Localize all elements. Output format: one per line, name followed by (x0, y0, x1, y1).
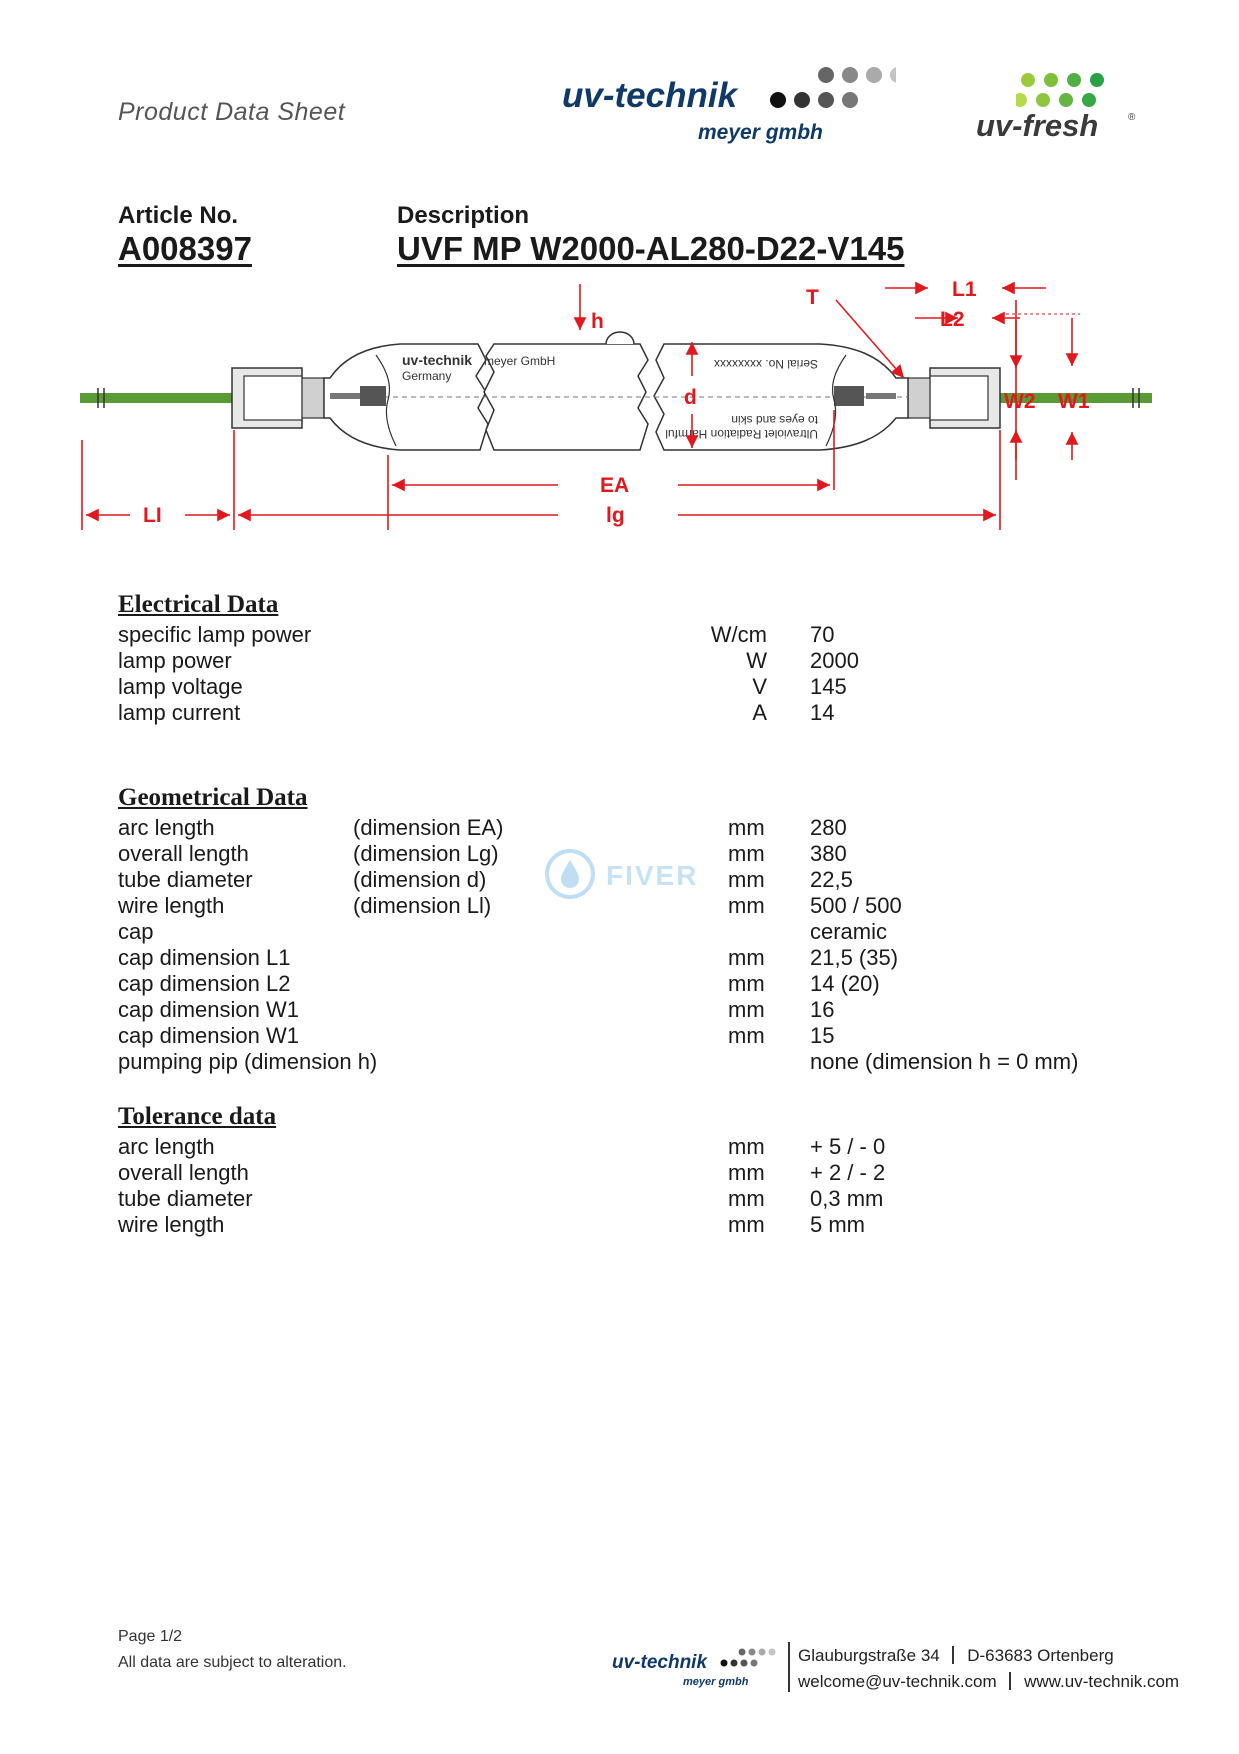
article-number-label: Article No. (118, 202, 239, 229)
table-row (0, 1023, 1239, 1049)
geometrical-data-heading: Geometrical Data (118, 784, 308, 811)
row-label: lamp current (118, 700, 241, 725)
address-street: Glauburgstraße 34 (798, 1646, 940, 1665)
alteration-note: All data are subject to alteration. (118, 1654, 347, 1671)
table-row (0, 674, 1239, 700)
table-row (0, 622, 1239, 648)
row-label: cap dimension W1 (118, 1023, 299, 1048)
lamp-print-serial: Serial No. xxxxxxxx (713, 357, 818, 371)
fresh-dots-logo (1016, 70, 1126, 110)
row-dimension: (dimension Ll) (353, 893, 492, 918)
table-row (0, 648, 1239, 674)
row-unit: mm (728, 867, 765, 892)
row-dimension: (dimension Lg) (353, 841, 499, 866)
row-value: 15 (810, 1023, 835, 1048)
row-unit: mm (728, 971, 765, 996)
table-row (0, 1212, 1239, 1238)
row-unit: mm (728, 1212, 765, 1237)
row-value: 500 / 500 (810, 893, 902, 918)
table-row (0, 997, 1239, 1023)
description-label: Description (397, 202, 530, 229)
row-label: lamp power (118, 648, 232, 673)
row-label: tube diameter (118, 1186, 253, 1211)
registered-mark: ® (1128, 112, 1136, 123)
electrical-data-heading: Electrical Data (118, 591, 279, 618)
contact-website[interactable]: www.uv-technik.com (1024, 1672, 1180, 1691)
dim-label-lg: lg (606, 504, 625, 527)
row-label: arc length (118, 1134, 215, 1159)
lamp-print-country: Germany (402, 369, 452, 383)
address-city: D-63683 Ortenberg (967, 1646, 1114, 1665)
row-value: ceramic (810, 919, 888, 944)
row-value: 280 (810, 815, 847, 840)
row-label: lamp voltage (118, 674, 243, 699)
article-number: A008397 (118, 230, 252, 267)
watermark-text: FIVER (606, 860, 699, 891)
dim-label-h: h (591, 310, 604, 333)
row-unit: mm (728, 1160, 765, 1185)
row-value: + 5 / - 0 (810, 1134, 886, 1159)
dim-label-w2: W2 (1004, 390, 1036, 413)
row-label: cap (118, 919, 154, 944)
row-unit: mm (728, 1134, 765, 1159)
row-unit: mm (728, 1186, 765, 1211)
row-unit: A (752, 700, 767, 725)
footer-address (798, 1646, 1114, 1666)
dim-label-d: d (684, 386, 697, 409)
row-value: 70 (810, 622, 835, 647)
dim-label-l2: L2 (940, 308, 965, 331)
footer-brand-text: uv-technik (612, 1652, 708, 1673)
row-label: cap dimension L2 (118, 971, 291, 996)
table-row (0, 945, 1239, 971)
row-unit: mm (728, 815, 765, 840)
row-value: + 2 / - 2 (810, 1160, 886, 1185)
dim-label-t: T (806, 286, 819, 309)
dim-label-w1: W1 (1058, 390, 1090, 413)
row-unit: V (752, 674, 767, 699)
description-value: UVF MP W2000-AL280-D22-V145 (397, 230, 905, 267)
contact-separator (1009, 1672, 1011, 1690)
row-label: wire length (118, 1212, 225, 1237)
row-unit: W (746, 648, 767, 673)
row-unit: mm (728, 945, 765, 970)
right-ceramic-cap (908, 368, 1000, 428)
row-unit: W/cm (710, 622, 767, 647)
row-value: 2000 (810, 648, 859, 673)
lamp-print-company: meyer GmbH (484, 354, 556, 368)
row-unit: mm (728, 893, 765, 918)
row-value: 5 mm (810, 1212, 865, 1237)
row-label: arc length (118, 815, 215, 840)
row-value: 145 (810, 674, 847, 699)
table-row (0, 1134, 1239, 1160)
row-unit: mm (728, 997, 765, 1022)
brand-dots-logo (766, 64, 896, 112)
table-row (0, 700, 1239, 726)
brand-logo-text: uv-technik (562, 76, 738, 115)
lamp-print-warning-1: Ultraviolet Radiation Harmful (665, 427, 818, 441)
row-value: 0,3 mm (810, 1186, 884, 1211)
table-row (0, 971, 1239, 997)
contact-email[interactable]: welcome@uv-technik.com (798, 1672, 997, 1691)
row-value: 21,5 (35) (810, 945, 899, 970)
row-label: specific lamp power (118, 622, 312, 647)
row-label: pumping pip (dimension h) (118, 1049, 378, 1074)
footer-contact (798, 1672, 1179, 1692)
lamp-print-warning-2: to eyes and skin (731, 413, 818, 427)
table-row (0, 815, 1239, 841)
row-label: overall length (118, 841, 249, 866)
row-value: 380 (810, 841, 847, 866)
row-label: tube diameter (118, 867, 253, 892)
table-row (0, 919, 1239, 945)
row-label: cap dimension W1 (118, 997, 299, 1022)
dim-label-l1: L1 (952, 278, 977, 301)
row-value: 16 (810, 997, 835, 1022)
row-unit: mm (728, 841, 765, 866)
row-unit: mm (728, 1023, 765, 1048)
dim-label-ea: EA (600, 474, 630, 497)
footer-brand-subtext: meyer gmbh (683, 1676, 749, 1688)
page-number: Page 1/2 (118, 1628, 183, 1645)
footer-divider (788, 1642, 790, 1692)
watermark (544, 848, 699, 909)
table-row (0, 1049, 1239, 1075)
row-value: none (dimension h = 0 mm) (810, 1049, 1079, 1074)
brand-logo-subtext: meyer gmbh (698, 121, 823, 144)
lamp-print-brand: uv-technik (402, 352, 473, 368)
row-value: 14 (810, 700, 835, 725)
row-dimension: (dimension d) (353, 867, 487, 892)
row-label: overall length (118, 1160, 249, 1185)
row-dimension: (dimension EA) (353, 815, 504, 840)
footer-brand-dots (720, 1647, 782, 1673)
lamp-dimension-diagram (0, 270, 1239, 540)
row-label: cap dimension L1 (118, 945, 291, 970)
tolerance-data-heading: Tolerance data (118, 1103, 277, 1130)
dim-label-li: LI (143, 504, 162, 527)
left-ceramic-cap (232, 368, 324, 428)
address-separator (952, 1646, 954, 1664)
fresh-logo-text: uv-fresh (976, 108, 1099, 143)
row-value: 22,5 (810, 867, 853, 892)
table-row (0, 1160, 1239, 1186)
row-value: 14 (20) (810, 971, 880, 996)
document-title: Product Data Sheet (118, 98, 346, 126)
table-row (0, 1186, 1239, 1212)
row-label: wire length (118, 893, 225, 918)
